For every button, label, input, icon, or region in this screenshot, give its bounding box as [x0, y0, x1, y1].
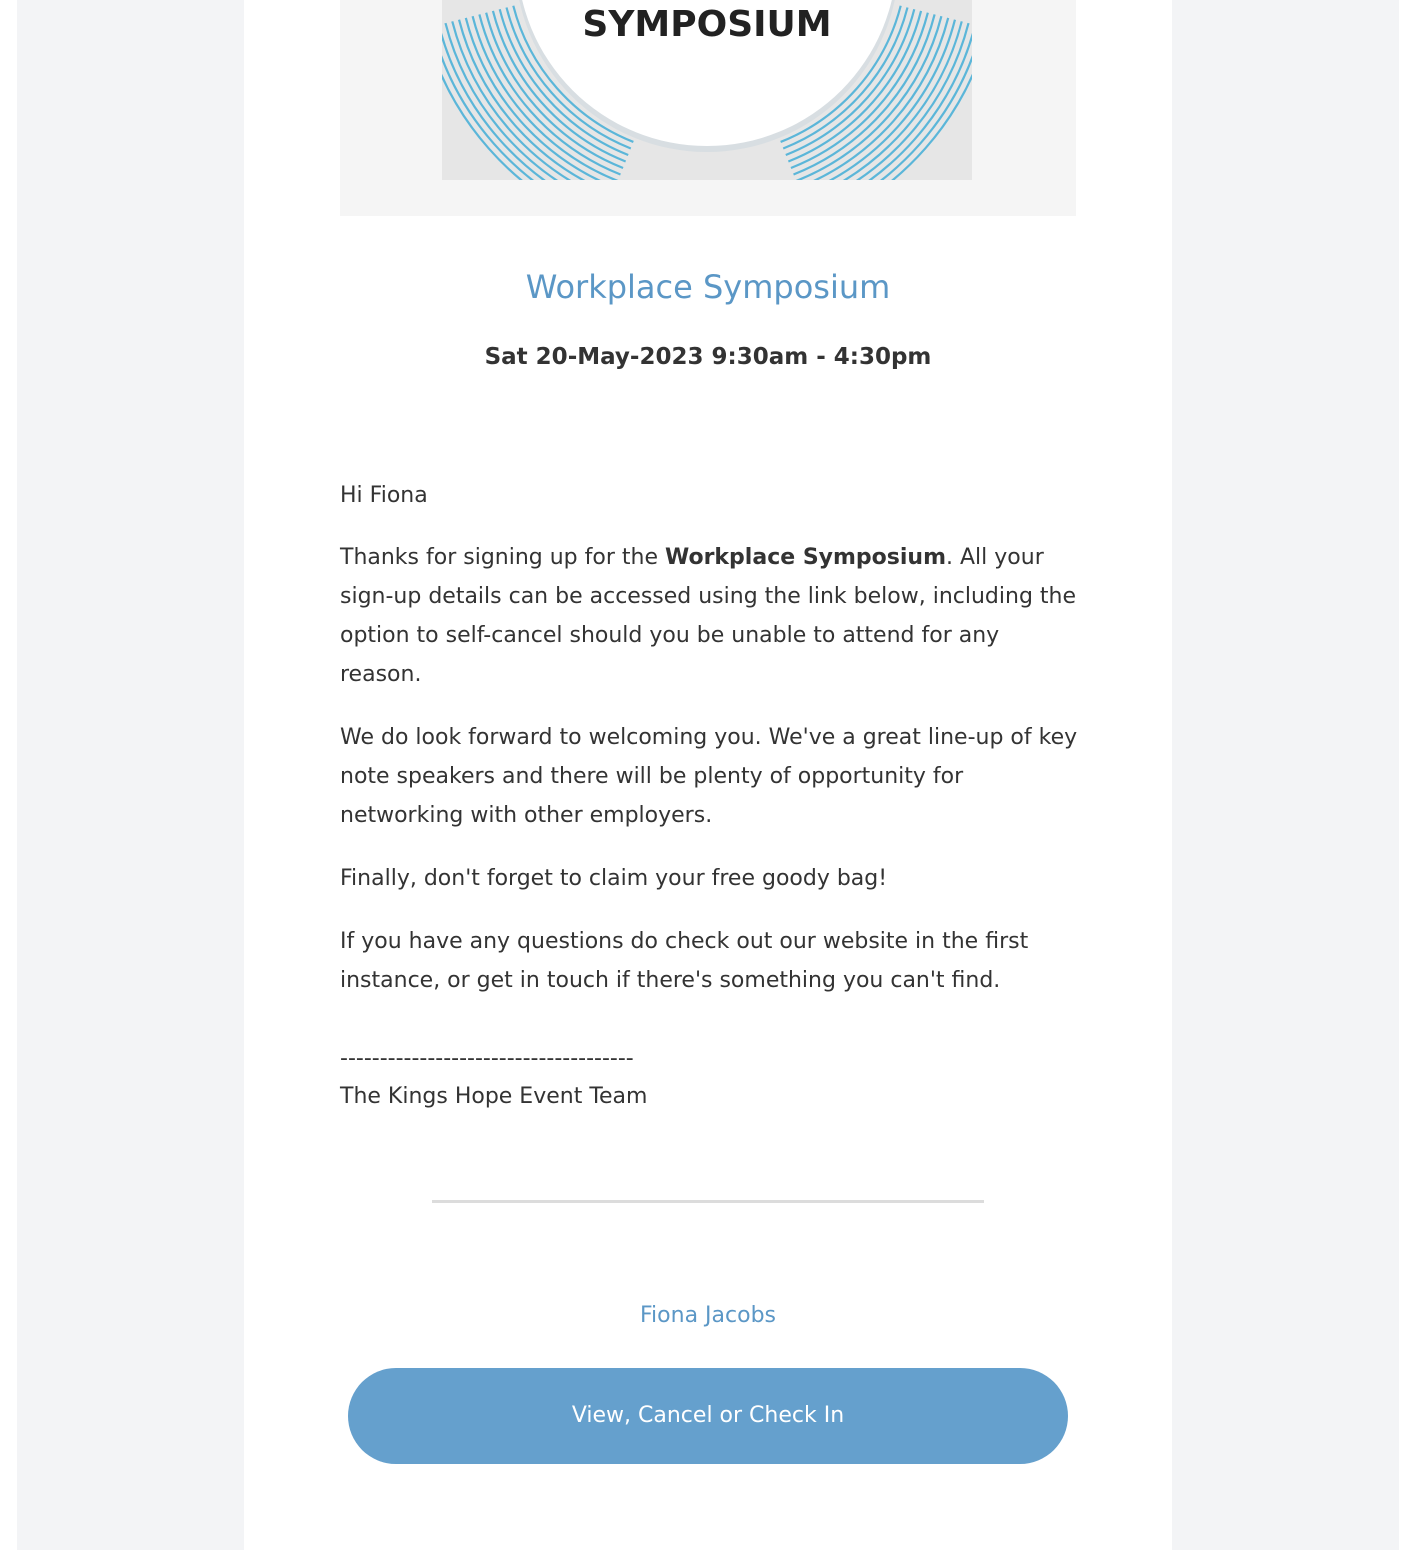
- event-name-emphasis: Workplace Symposium: [664, 545, 947, 570]
- message-body: [340, 476, 1080, 1024]
- signature-team: The Kings Hope Event Team: [340, 1084, 648, 1109]
- message-text: Thanks for signing up for the: [340, 545, 665, 570]
- message-text: . All your sign-up details can be accessed using the link below, including the option to self-cancel should you be unable to attend for any reason.: [340, 545, 1077, 687]
- attendee-name-link[interactable]: Fiona Jacobs: [640, 1303, 776, 1328]
- divider: [432, 1200, 984, 1203]
- message-paragraph: We do look forward to welcoming you. We've a great line-up of key note speakers and there will be plenty of opportunity for networking with other employers.: [340, 725, 1078, 828]
- signature-separator: -------------------------------------: [340, 1046, 634, 1071]
- greeting: Hi Fiona: [340, 483, 428, 508]
- event-title[interactable]: Workplace Symposium: [525, 268, 891, 306]
- banner-title: SYMPOSIUM: [582, 4, 832, 45]
- view-cancel-checkin-button[interactable]: View, Cancel or Check In: [348, 1368, 1068, 1464]
- signature-block: [340, 1040, 1080, 1116]
- message-paragraph: If you have any questions do check out our website in the first instance, or get in touch if there's something you can't find.: [340, 929, 1029, 993]
- event-banner-image: [442, 0, 972, 180]
- banner-container: [340, 0, 1076, 216]
- event-datetime: Sat 20-May-2023 9:30am - 4:30pm: [484, 344, 932, 370]
- email-card: [244, 0, 1172, 1550]
- message-paragraph: [340, 538, 1080, 694]
- message-paragraph: Finally, don't forget to claim your free goody bag!: [340, 866, 888, 891]
